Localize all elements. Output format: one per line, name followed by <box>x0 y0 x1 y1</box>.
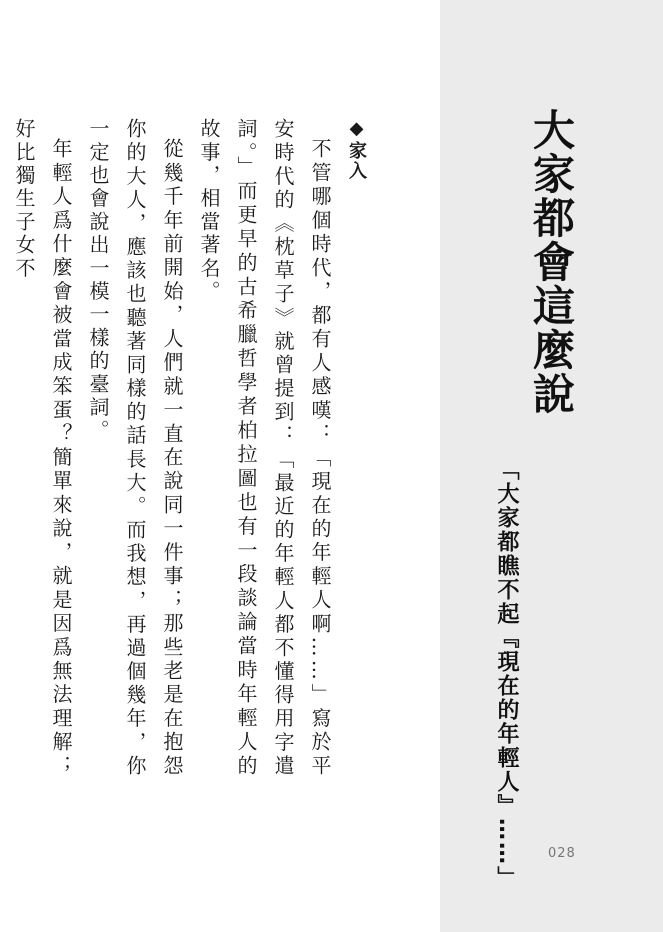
chapter-subtitle: 「大家都瞧不起『現在的年輕人』……」 <box>494 458 519 890</box>
paragraph-3: 年輕人爲什麼會被當成笨蛋？簡單來說，就是因爲無法理解；好比獨生子女不 <box>12 118 73 778</box>
body-text-column <box>5 118 375 778</box>
page-number: 028 <box>548 846 576 861</box>
chapter-title: 大家都會這麼說 <box>527 108 576 416</box>
section-heading: ◆家入 <box>346 118 367 181</box>
paragraph-2: 從幾千年前開始，人們就一直在說同一件事；那些老是在抱怨你的大人，應該也聽著同樣的話長大。而我想，再過個幾年，你一定也會說出一模一樣的臺詞。 <box>86 118 184 778</box>
paragraph-1: 不管哪個時代，都有人感嘆：「現在的年輕人啊……」寫於平安時代的《枕草子》就曾提到：「最近的年輕人都不懂得用字遣詞。」而更早的古希臘哲學者柏拉圖也有一段談論當時年輕人的故事，相當著名。 <box>197 118 332 778</box>
